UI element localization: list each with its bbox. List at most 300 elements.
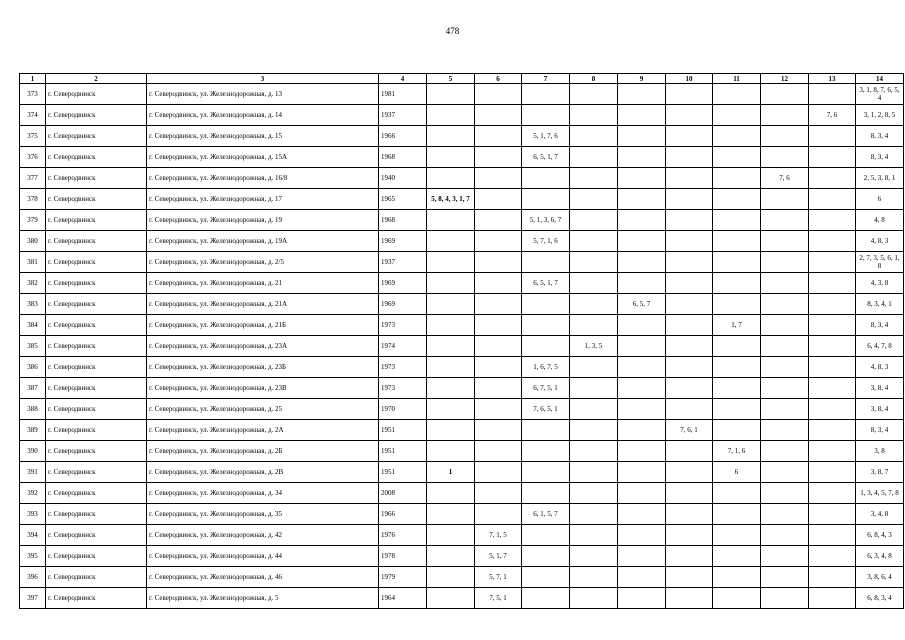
- col6-cell: [475, 441, 522, 462]
- col7-cell: 6, 5, 1, 7: [522, 147, 570, 168]
- col9-cell: [618, 378, 666, 399]
- address-cell: г. Северодвинск, ул. Железнодорожная, д. 35: [147, 504, 379, 525]
- col13-cell: [809, 525, 856, 546]
- col8-cell: [570, 525, 618, 546]
- col8-cell: [570, 567, 618, 588]
- col14-cell: 6: [856, 189, 904, 210]
- col14-cell: 4, 8, 3: [856, 357, 904, 378]
- table-row: [20, 168, 904, 189]
- settlement-cell: г. Северодвинск: [46, 420, 147, 441]
- address-cell: г. Северодвинск, ул. Железнодорожная, д. 21А: [147, 294, 379, 315]
- col6-cell: [475, 483, 522, 504]
- col9-cell: [618, 546, 666, 567]
- col5-cell: [427, 126, 475, 147]
- table-row: [20, 441, 904, 462]
- col13-cell: [809, 147, 856, 168]
- col8-cell: [570, 315, 618, 336]
- col5-cell: [427, 546, 475, 567]
- col8-cell: 1, 3, 5: [570, 336, 618, 357]
- col10-cell: [666, 315, 713, 336]
- col8-cell: [570, 357, 618, 378]
- col13-cell: [809, 336, 856, 357]
- settlement-cell: г. Северодвинск: [46, 189, 147, 210]
- col14-cell: 3, 4, 8: [856, 504, 904, 525]
- col10-cell: [666, 462, 713, 483]
- col10-cell: [666, 273, 713, 294]
- year-cell: 1979: [379, 567, 427, 588]
- col9-cell: [618, 399, 666, 420]
- header-row: [20, 74, 904, 84]
- col9-cell: [618, 588, 666, 609]
- row-number-cell: 377: [20, 168, 46, 189]
- column-header: 1: [20, 74, 46, 84]
- address-cell: г. Северодвинск, ул. Железнодорожная, д. 17: [147, 189, 379, 210]
- col6-cell: [475, 231, 522, 252]
- row-number-cell: 392: [20, 483, 46, 504]
- col10-cell: [666, 399, 713, 420]
- col5-cell: [427, 294, 475, 315]
- col7-cell: [522, 420, 570, 441]
- col13-cell: [809, 273, 856, 294]
- row-number-cell: 378: [20, 189, 46, 210]
- col11-cell: [713, 84, 761, 105]
- col8-cell: [570, 231, 618, 252]
- col11-cell: [713, 357, 761, 378]
- row-number-cell: 386: [20, 357, 46, 378]
- col8-cell: [570, 588, 618, 609]
- col7-cell: [522, 315, 570, 336]
- col13-cell: [809, 420, 856, 441]
- row-number-cell: 391: [20, 462, 46, 483]
- col10-cell: [666, 231, 713, 252]
- col13-cell: [809, 504, 856, 525]
- col7-cell: 5, 7, 1, 6: [522, 231, 570, 252]
- col12-cell: [761, 546, 809, 567]
- col11-cell: [713, 273, 761, 294]
- row-number-cell: 387: [20, 378, 46, 399]
- col12-cell: [761, 294, 809, 315]
- table-row: [20, 126, 904, 147]
- col11-cell: [713, 294, 761, 315]
- row-number-cell: 385: [20, 336, 46, 357]
- address-cell: г. Северодвинск, ул. Железнодорожная, д. 23А: [147, 336, 379, 357]
- table-row: [20, 420, 904, 441]
- column-header: 14: [856, 74, 904, 84]
- year-cell: 1951: [379, 462, 427, 483]
- col7-cell: [522, 189, 570, 210]
- col8-cell: [570, 126, 618, 147]
- col8-cell: [570, 546, 618, 567]
- settlement-cell: г. Северодвинск: [46, 126, 147, 147]
- column-header: 3: [147, 74, 379, 84]
- address-cell: г. Северодвинск, ул. Железнодорожная, д. 5: [147, 588, 379, 609]
- table-row: [20, 588, 904, 609]
- col14-cell: 8, 3, 4, 1: [856, 294, 904, 315]
- settlement-cell: г. Северодвинск: [46, 252, 147, 273]
- settlement-cell: г. Северодвинск: [46, 231, 147, 252]
- col9-cell: [618, 462, 666, 483]
- column-header: 11: [713, 74, 761, 84]
- table-row: [20, 504, 904, 525]
- settlement-cell: г. Северодвинск: [46, 441, 147, 462]
- col14-cell: 2, 5, 3, 8, 1: [856, 168, 904, 189]
- col11-cell: [713, 126, 761, 147]
- col7-cell: [522, 84, 570, 105]
- col8-cell: [570, 441, 618, 462]
- col6-cell: [475, 378, 522, 399]
- row-number-cell: 380: [20, 231, 46, 252]
- col12-cell: [761, 105, 809, 126]
- col13-cell: [809, 315, 856, 336]
- col12-cell: [761, 84, 809, 105]
- year-cell: 1966: [379, 126, 427, 147]
- col12-cell: [761, 252, 809, 273]
- col6-cell: [475, 252, 522, 273]
- col8-cell: [570, 483, 618, 504]
- col5-cell: [427, 336, 475, 357]
- table-row: [20, 273, 904, 294]
- col5-cell: [427, 420, 475, 441]
- col11-cell: [713, 210, 761, 231]
- column-header: 10: [666, 74, 713, 84]
- col14-cell: 3, 8, 4: [856, 399, 904, 420]
- col9-cell: [618, 84, 666, 105]
- col7-cell: [522, 168, 570, 189]
- settlement-cell: г. Северодвинск: [46, 357, 147, 378]
- col12-cell: [761, 567, 809, 588]
- table-row: [20, 378, 904, 399]
- col5-cell: [427, 273, 475, 294]
- col13-cell: [809, 483, 856, 504]
- table-body: [20, 84, 904, 609]
- col6-cell: [475, 399, 522, 420]
- address-cell: г. Северодвинск, ул. Железнодорожная, д. 15А: [147, 147, 379, 168]
- col13-cell: 7, 6: [809, 105, 856, 126]
- address-cell: г. Северодвинск, ул. Железнодорожная, д. 2/5: [147, 252, 379, 273]
- row-number-cell: 379: [20, 210, 46, 231]
- col10-cell: [666, 504, 713, 525]
- col14-cell: 8, 3, 4: [856, 126, 904, 147]
- col6-cell: [475, 504, 522, 525]
- col7-cell: 5, 1, 7, 6: [522, 126, 570, 147]
- address-cell: г. Северодвинск, ул. Железнодорожная, д. 34: [147, 483, 379, 504]
- col14-cell: 6, 8, 3, 4: [856, 588, 904, 609]
- col6-cell: 7, 1, 5: [475, 525, 522, 546]
- col11-cell: 6: [713, 462, 761, 483]
- col13-cell: [809, 210, 856, 231]
- col6-cell: [475, 168, 522, 189]
- col14-cell: 6, 3, 4, 8: [856, 546, 904, 567]
- year-cell: 1965: [379, 189, 427, 210]
- table-row: [20, 231, 904, 252]
- row-number-cell: 382: [20, 273, 46, 294]
- col5-cell: [427, 441, 475, 462]
- column-header: 13: [809, 74, 856, 84]
- col11-cell: [713, 252, 761, 273]
- col14-cell: 8, 3, 4: [856, 315, 904, 336]
- col12-cell: [761, 147, 809, 168]
- table-row: [20, 399, 904, 420]
- col12-cell: [761, 420, 809, 441]
- col6-cell: 5, 7, 1: [475, 567, 522, 588]
- col14-cell: 2, 7, 3, 5, 6, 1, 8: [856, 252, 904, 273]
- row-number-cell: 397: [20, 588, 46, 609]
- address-cell: г. Северодвинск, ул. Железнодорожная, д. 2А: [147, 420, 379, 441]
- col14-cell: 6, 8, 4, 3: [856, 525, 904, 546]
- address-cell: г. Северодвинск, ул. Железнодорожная, д. 23В: [147, 378, 379, 399]
- col6-cell: [475, 420, 522, 441]
- col8-cell: [570, 504, 618, 525]
- address-cell: г. Северодвинск, ул. Железнодорожная, д. 2Б: [147, 441, 379, 462]
- settlement-cell: г. Северодвинск: [46, 147, 147, 168]
- year-cell: 1970: [379, 399, 427, 420]
- address-cell: г. Северодвинск, ул. Железнодорожная, д. 42: [147, 525, 379, 546]
- col7-cell: [522, 462, 570, 483]
- col13-cell: [809, 588, 856, 609]
- year-cell: 1951: [379, 420, 427, 441]
- col7-cell: [522, 546, 570, 567]
- col12-cell: 7, 6: [761, 168, 809, 189]
- col5-cell: [427, 588, 475, 609]
- col8-cell: [570, 273, 618, 294]
- column-header: 9: [618, 74, 666, 84]
- col12-cell: [761, 588, 809, 609]
- address-cell: г. Северодвинск, ул. Железнодорожная, д. 19А: [147, 231, 379, 252]
- col10-cell: [666, 378, 713, 399]
- registry-table: [19, 73, 904, 609]
- col11-cell: [713, 231, 761, 252]
- address-cell: г. Северодвинск, ул. Железнодорожная, д. 21: [147, 273, 379, 294]
- col12-cell: [761, 210, 809, 231]
- col8-cell: [570, 105, 618, 126]
- col10-cell: [666, 588, 713, 609]
- col14-cell: 8, 3, 4: [856, 420, 904, 441]
- col5-cell: [427, 84, 475, 105]
- year-cell: 1940: [379, 168, 427, 189]
- col8-cell: [570, 252, 618, 273]
- col9-cell: [618, 567, 666, 588]
- col11-cell: 7, 1, 6: [713, 441, 761, 462]
- col13-cell: [809, 546, 856, 567]
- col8-cell: [570, 378, 618, 399]
- col9-cell: [618, 441, 666, 462]
- col10-cell: [666, 105, 713, 126]
- col5-cell: 5, 8, 4, 3, 1, 7: [427, 189, 475, 210]
- col11-cell: [713, 336, 761, 357]
- col10-cell: [666, 210, 713, 231]
- col12-cell: [761, 315, 809, 336]
- settlement-cell: г. Северодвинск: [46, 336, 147, 357]
- settlement-cell: г. Северодвинск: [46, 273, 147, 294]
- col12-cell: [761, 525, 809, 546]
- col10-cell: [666, 252, 713, 273]
- col8-cell: [570, 462, 618, 483]
- col6-cell: [475, 189, 522, 210]
- year-cell: 1969: [379, 231, 427, 252]
- col11-cell: [713, 504, 761, 525]
- col14-cell: 3, 1, 8, 7, 6, 5, 4: [856, 84, 904, 105]
- col10-cell: [666, 126, 713, 147]
- col6-cell: [475, 294, 522, 315]
- col7-cell: 6, 1, 5, 7: [522, 504, 570, 525]
- col9-cell: [618, 231, 666, 252]
- col12-cell: [761, 504, 809, 525]
- address-cell: г. Северодвинск, ул. Железнодорожная, д. 21Б: [147, 315, 379, 336]
- col9-cell: [618, 126, 666, 147]
- table-row: [20, 462, 904, 483]
- col9-cell: [618, 420, 666, 441]
- table-row: [20, 189, 904, 210]
- col13-cell: [809, 357, 856, 378]
- col9-cell: [618, 483, 666, 504]
- column-header: 8: [570, 74, 618, 84]
- col8-cell: [570, 294, 618, 315]
- col13-cell: [809, 378, 856, 399]
- year-cell: 1951: [379, 441, 427, 462]
- col8-cell: [570, 147, 618, 168]
- col5-cell: [427, 210, 475, 231]
- col14-cell: 3, 8, 6, 4: [856, 567, 904, 588]
- col13-cell: [809, 252, 856, 273]
- col10-cell: [666, 546, 713, 567]
- col13-cell: [809, 84, 856, 105]
- col13-cell: [809, 231, 856, 252]
- col7-cell: 7, 6, 5, 1: [522, 399, 570, 420]
- col10-cell: [666, 483, 713, 504]
- year-cell: 1974: [379, 336, 427, 357]
- row-number-cell: 389: [20, 420, 46, 441]
- year-cell: 1969: [379, 273, 427, 294]
- col9-cell: [618, 105, 666, 126]
- table-row: [20, 105, 904, 126]
- column-header: 2: [46, 74, 147, 84]
- year-cell: 1966: [379, 504, 427, 525]
- col9-cell: [618, 210, 666, 231]
- col9-cell: [618, 315, 666, 336]
- col13-cell: [809, 168, 856, 189]
- table-row: [20, 252, 904, 273]
- col9-cell: [618, 168, 666, 189]
- table-row: [20, 357, 904, 378]
- address-cell: г. Северодвинск, ул. Железнодорожная, д. 16/8: [147, 168, 379, 189]
- column-header: 7: [522, 74, 570, 84]
- col6-cell: 5, 1, 7: [475, 546, 522, 567]
- col13-cell: [809, 462, 856, 483]
- col8-cell: [570, 84, 618, 105]
- col14-cell: 3, 8: [856, 441, 904, 462]
- col9-cell: [618, 252, 666, 273]
- col7-cell: [522, 567, 570, 588]
- col11-cell: [713, 168, 761, 189]
- col13-cell: [809, 399, 856, 420]
- settlement-cell: г. Северодвинск: [46, 483, 147, 504]
- address-cell: г. Северодвинск, ул. Железнодорожная, д. 25: [147, 399, 379, 420]
- col5-cell: [427, 357, 475, 378]
- year-cell: 1973: [379, 378, 427, 399]
- col7-cell: [522, 441, 570, 462]
- col6-cell: 7, 5, 1: [475, 588, 522, 609]
- col5-cell: [427, 504, 475, 525]
- col10-cell: 7, 6, 1: [666, 420, 713, 441]
- col10-cell: [666, 525, 713, 546]
- col6-cell: [475, 462, 522, 483]
- page-number: 478: [445, 26, 460, 36]
- col11-cell: [713, 399, 761, 420]
- col14-cell: 4, 3, 8: [856, 273, 904, 294]
- col12-cell: [761, 441, 809, 462]
- col11-cell: [713, 588, 761, 609]
- year-cell: 1968: [379, 210, 427, 231]
- table-row: [20, 210, 904, 231]
- col9-cell: [618, 336, 666, 357]
- year-cell: 1937: [379, 252, 427, 273]
- col8-cell: [570, 189, 618, 210]
- col9-cell: [618, 525, 666, 546]
- row-number-cell: 375: [20, 126, 46, 147]
- settlement-cell: г. Северодвинск: [46, 84, 147, 105]
- col7-cell: 6, 7, 5, 1: [522, 378, 570, 399]
- col12-cell: [761, 126, 809, 147]
- year-cell: 1973: [379, 357, 427, 378]
- address-cell: г. Северодвинск, ул. Железнодорожная, д. 19: [147, 210, 379, 231]
- col13-cell: [809, 567, 856, 588]
- col11-cell: [713, 105, 761, 126]
- row-number-cell: 390: [20, 441, 46, 462]
- address-cell: г. Северодвинск, ул. Железнодорожная, д. 13: [147, 84, 379, 105]
- year-cell: 2008: [379, 483, 427, 504]
- col10-cell: [666, 189, 713, 210]
- col10-cell: [666, 441, 713, 462]
- address-cell: г. Северодвинск, ул. Железнодорожная, д. 14: [147, 105, 379, 126]
- row-number-cell: 396: [20, 567, 46, 588]
- row-number-cell: 373: [20, 84, 46, 105]
- col14-cell: 4, 8, 3: [856, 231, 904, 252]
- settlement-cell: г. Северодвинск: [46, 294, 147, 315]
- col5-cell: [427, 567, 475, 588]
- settlement-cell: г. Северодвинск: [46, 168, 147, 189]
- year-cell: 1973: [379, 315, 427, 336]
- column-header: 5: [427, 74, 475, 84]
- col5-cell: [427, 147, 475, 168]
- col14-cell: 4, 8: [856, 210, 904, 231]
- col6-cell: [475, 273, 522, 294]
- col14-cell: 3, 8, 7: [856, 462, 904, 483]
- col8-cell: [570, 168, 618, 189]
- col10-cell: [666, 294, 713, 315]
- col12-cell: [761, 399, 809, 420]
- col5-cell: [427, 399, 475, 420]
- col8-cell: [570, 210, 618, 231]
- col7-cell: [522, 588, 570, 609]
- col7-cell: [522, 105, 570, 126]
- table-row: [20, 525, 904, 546]
- col9-cell: [618, 504, 666, 525]
- col14-cell: 1, 3, 4, 5, 7, 8: [856, 483, 904, 504]
- settlement-cell: г. Северодвинск: [46, 588, 147, 609]
- col12-cell: [761, 462, 809, 483]
- col8-cell: [570, 399, 618, 420]
- address-cell: г. Северодвинск, ул. Железнодорожная, д. 2В: [147, 462, 379, 483]
- table-row: [20, 567, 904, 588]
- col6-cell: [475, 315, 522, 336]
- col12-cell: [761, 336, 809, 357]
- col7-cell: [522, 525, 570, 546]
- col7-cell: 6, 5, 1, 7: [522, 273, 570, 294]
- row-number-cell: 383: [20, 294, 46, 315]
- col10-cell: [666, 336, 713, 357]
- row-number-cell: 376: [20, 147, 46, 168]
- column-header: 6: [475, 74, 522, 84]
